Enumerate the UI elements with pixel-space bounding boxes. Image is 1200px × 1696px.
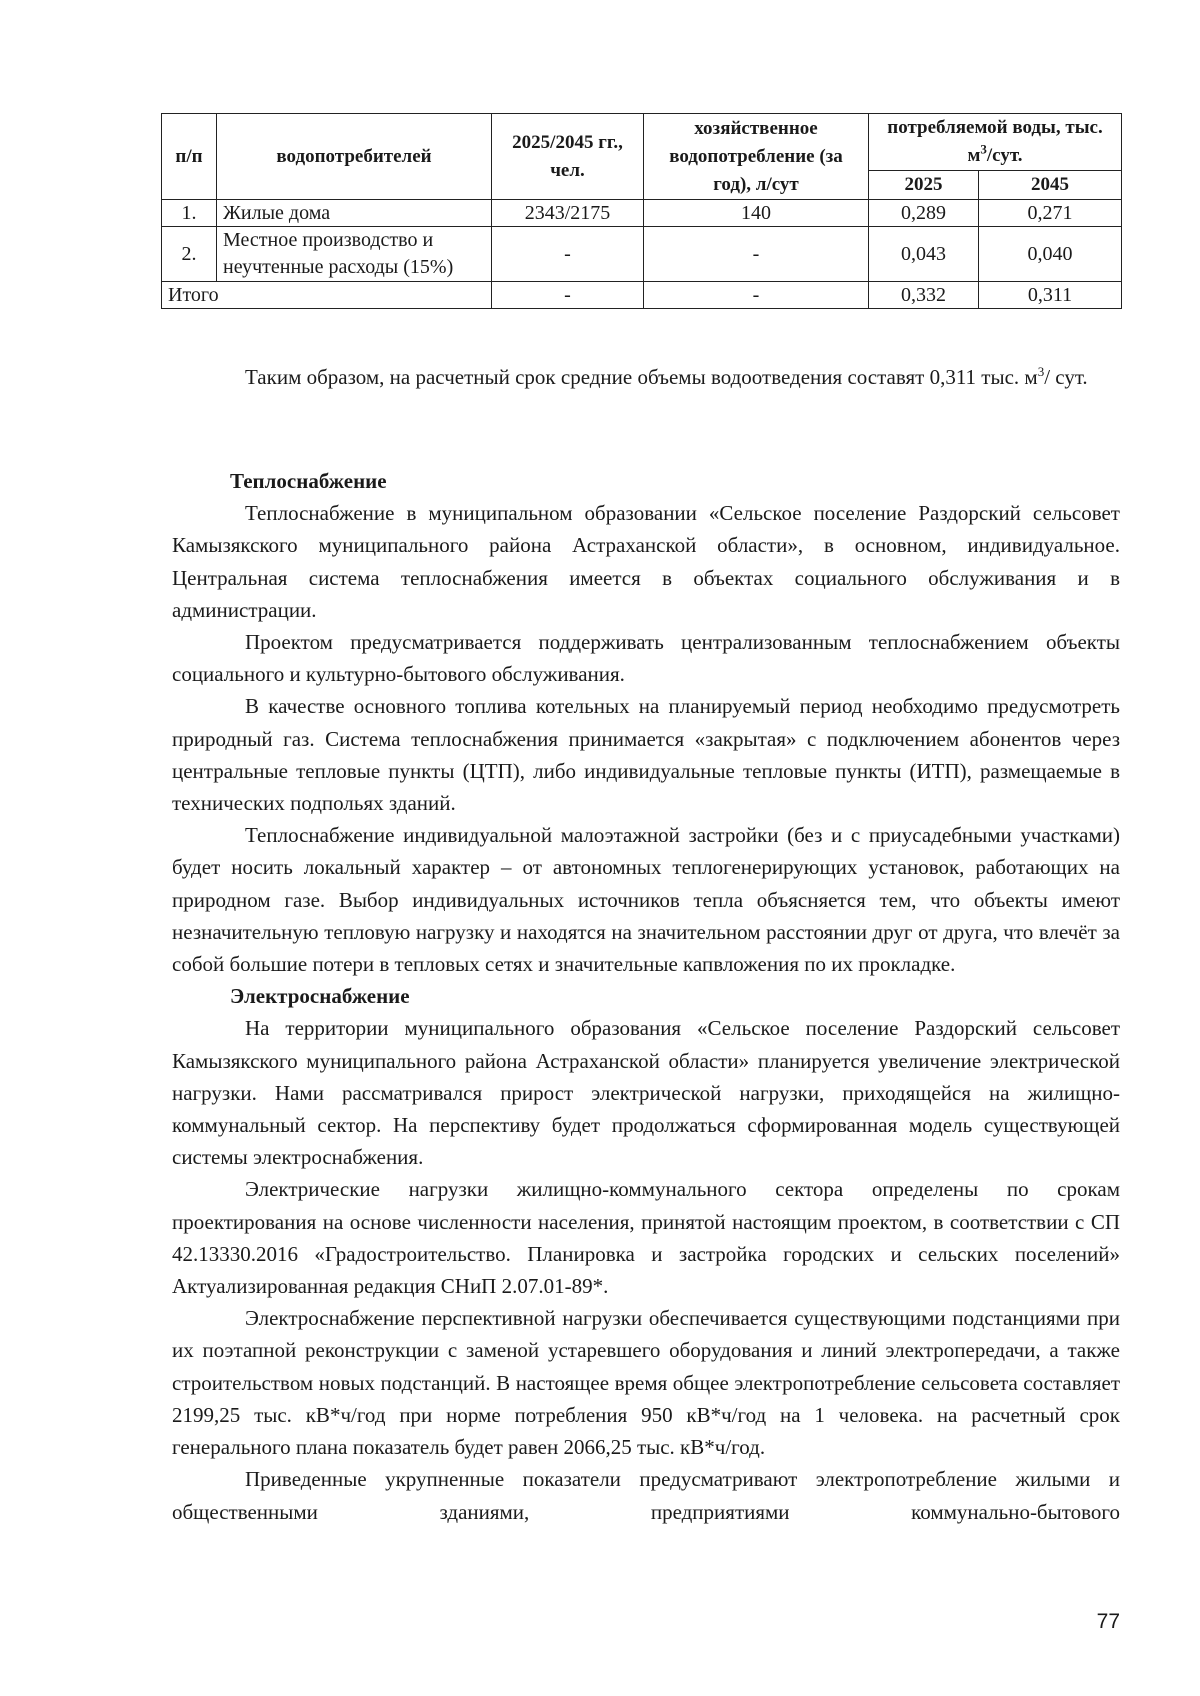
- power-heading: Электроснабжение: [230, 984, 410, 1009]
- heat-section: [172, 465, 1120, 1528]
- power-paragraph: Приведенные укрупненные показатели предусматривают электропотребление жилыми и общественными зданиями, предприятиями коммунально-бытового: [172, 1467, 1120, 1524]
- heat-paragraph: Проектом предусматривается поддерживать централизованным теплоснабжением объекты социального и культурно-бытового обслуживания.: [172, 630, 1120, 687]
- table-row: [162, 227, 1122, 282]
- header-num: п/п: [162, 114, 217, 200]
- summary-paragraph: Таким образом, на расчетный срок средние объемы водоотведения составят 0,311 тыс. $м^3/$ сут.: [245, 364, 1088, 389]
- heat-paragraph: В качестве основного топлива котельных на планируемый период необходимо предусмотреть природный газ. Система теплоснабжения принимается «закрытая» с подключением абонентов через центральные тепловые пункты (ЦТП), либо индивидуальные тепловые пункты (ИТП), размещаемые в технических подпольях зданий.: [172, 694, 1120, 816]
- header-year-2045: 2045: [979, 171, 1122, 200]
- header-population: 2025/2045 гг., чел.: [492, 114, 644, 200]
- power-paragraph: Электроснабжение перспективной нагрузки обеспечивается существующими подстанциями при их поэтапной реконструкции с заменой устаревшего оборудования и линий электропередачи, а также строительством новых подстанций. В настоящее время общее электропотребление сельсовета составляет 2199,25 тыс. кВ*ч/год при норме потребления 950 кВ*ч/год на 1 человека. на расчетный срок генерального плана показатель будет равен 2066,25 тыс. кВ*ч/год.: [172, 1306, 1120, 1460]
- row-v2045: 0,271: [979, 200, 1122, 227]
- row-v2045: 0,040: [979, 227, 1122, 282]
- heat-paragraph: Теплоснабжение в муниципальном образовании «Сельское поселение Раздорский сельсовет Камызякского муниципального района Астраханской области», в основном, индивидуальное. Центральная система теплоснабжения имеется в объектах социального обслуживания и в администрации.: [172, 501, 1120, 622]
- table-row: [162, 200, 1122, 227]
- water-consumption-table: [161, 113, 1122, 309]
- total-population: -: [492, 282, 644, 309]
- total-label: Итого: [162, 282, 492, 309]
- row-name: Местное производство и неучтенные расходы (15%): [217, 227, 492, 282]
- row-v2025: 0,289: [869, 200, 979, 227]
- row-num: 2.: [162, 227, 217, 282]
- heat-paragraph: Теплоснабжение индивидуальной малоэтажной застройки (без и с приусадебными участками) будет носить локальный характер – от автономных теплогенерирующих установок, работающих на природном газе. Выбор индивидуальных источников тепла объясняется тем, что объекты имеют незначительную тепловую нагрузку и находятся на значительном расстоянии друг от друга, что влечёт за собой большие потери в тепловых сетях и значительные капвложения по их прокладке.: [172, 823, 1120, 977]
- header-consumers: водопотребителей: [217, 114, 492, 200]
- row-num: 1.: [162, 200, 217, 227]
- header-volume: потребляемой воды, тыс. $м^3$/сут.: [869, 114, 1122, 171]
- total-v2045: 0,311: [979, 282, 1122, 309]
- total-v2025: 0,332: [869, 282, 979, 309]
- heat-heading: Теплоснабжение: [230, 469, 387, 493]
- row-population: 2343/2175: [492, 200, 644, 227]
- row-norm: -: [644, 227, 869, 282]
- row-name: Жилые дома: [217, 200, 492, 227]
- row-v2025: 0,043: [869, 227, 979, 282]
- table-total-row: [162, 282, 1122, 309]
- power-paragraph: Электрические нагрузки жилищно-коммунального сектора определены по срокам проектирования на основе численности населения, принятой настоящим проектом, в соответствии с СП 42.13330.2016 «Градостроительство. Планировка и застройка городских и сельских поселений» Актуализированная редакция СНиП 2.07.01-89*.: [172, 1177, 1120, 1299]
- page-number: 77: [1096, 1610, 1120, 1633]
- total-norm: -: [644, 282, 869, 309]
- summary-block: [172, 361, 1120, 393]
- header-year-2025: 2025: [869, 171, 979, 200]
- row-population: -: [492, 227, 644, 282]
- header-norm: хозяйственное водопотребление (за год), л/сут: [644, 114, 869, 200]
- row-norm: 140: [644, 200, 869, 227]
- table-header-row: [162, 114, 1122, 171]
- power-paragraph: На территории муниципального образования «Сельское поселение Раздорский сельсовет Камызякского муниципального района Астраханской области» планируется увеличение электрической нагрузки. Нами рассматривался прирост электрической нагрузки, приходящейся на жилищно-коммунальный сектор. На перспективу будет продолжаться сформированная модель существующей системы электроснабжения.: [172, 1016, 1120, 1170]
